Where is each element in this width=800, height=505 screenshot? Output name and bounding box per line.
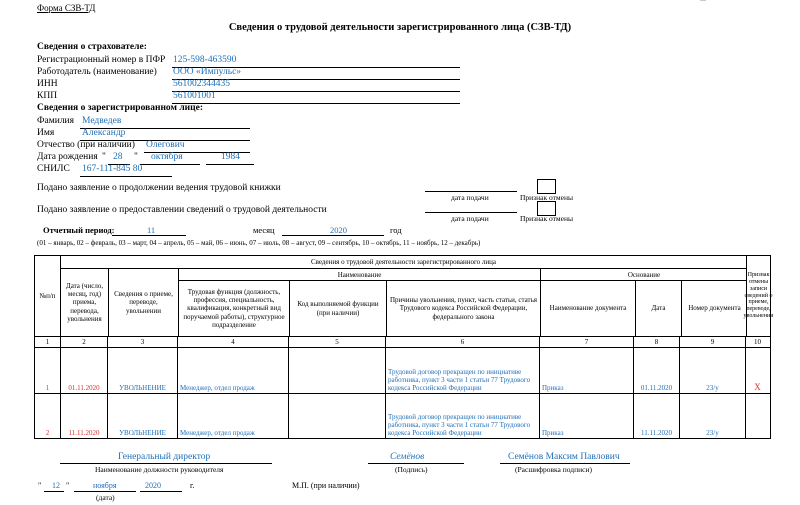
pfr-reg-value: 125-598-463590 (173, 55, 237, 65)
sign-date-label: (дата) (96, 493, 115, 502)
row-docnum: 23/у (679, 394, 745, 438)
snils-value: 167-111-845 80 (82, 164, 143, 174)
period-legend: (01 – январь, 02 – февраль, 03 – март, 04 – апрель, 05 – май, 06 – июнь, 07 – июль, 08 – август, 09 – сентябрь, 10 – октябрь, 11 – ноябрь, 12 – декабрь) (37, 239, 481, 247)
inn-label: ИНН (37, 79, 58, 89)
period-year-label: год (390, 225, 402, 235)
table-row (35, 393, 770, 438)
col-docnum-header: Номер документа (681, 281, 747, 336)
document-title: Сведения о трудовой деятельности зарегистрированного лица (СЗВ-ТД) (228, 22, 572, 33)
row-function: Менеджер, отдел продаж (177, 348, 288, 393)
col-docdate-header: Дата (635, 281, 681, 336)
date-submit-label-1: дата подачи (451, 193, 489, 202)
sign-date-day: 12 (52, 481, 60, 490)
col-docname-header: Наименование документа (549, 304, 627, 313)
signature-decode-label: (Расшифровка подписи) (515, 465, 592, 474)
row-reason: Трудовой договор прекращен по инициативе работника, пункт 3 части 1 статьи 77 Трудового кодекса Российской Федерации (385, 348, 539, 393)
employer-label: Работодатель (наименование) (37, 67, 157, 77)
name-group-header: Наименование (178, 269, 540, 281)
pfr-reg-label: Регистрационный номер в ПФР (37, 55, 166, 65)
row-num: 2 (45, 429, 50, 437)
dob-label: Дата рождения (37, 152, 98, 162)
column-number-row (35, 336, 770, 347)
patronymic-label: Отчество (при наличии) (37, 140, 135, 150)
row-docdate: 01.11.2020 (633, 348, 679, 393)
column-number: 3 (107, 337, 177, 347)
basis-group-header: Основание (541, 269, 747, 281)
row-cancel-mark (745, 394, 769, 438)
row-date: 01.11.2020 (60, 348, 107, 393)
statement-provide-info: Подано заявление о предоставлении сведений о трудовой деятельности (37, 205, 327, 215)
inn-value: 561002344435 (173, 79, 230, 89)
row-function: Менеджер, отдел продаж (177, 394, 288, 438)
period-month-label: месяц (253, 225, 275, 235)
col-date-header: Дата (число, месяц, год) приема, перевода, увольнения (65, 282, 104, 323)
name-value: Александр (82, 128, 126, 138)
row-docname: Приказ (539, 348, 633, 393)
cancel-flag-box-1[interactable] (537, 179, 556, 194)
top-right-note (700, 0, 706, 3)
period-label: Отчетный период: (43, 225, 115, 235)
row-code (288, 394, 385, 438)
kpp-value: 561001001 (173, 91, 216, 101)
row-docdate: 11.11.2020 (633, 394, 679, 438)
table-main-header: Сведения о трудовой деятельности зарегистрированного лица (310, 258, 497, 266)
kpp-label: КПП (37, 91, 58, 101)
dob-day: 28 (113, 152, 123, 162)
employer-value: ООО «Импульс» (173, 67, 242, 77)
stamp-label: М.П. (при наличии) (292, 481, 360, 490)
person-section-label: Сведения о зарегистрированном лице: (37, 103, 203, 113)
row-date: 11.11.2020 (60, 394, 107, 438)
row-cancel-mark: Х (745, 348, 769, 393)
signature-decode-value: Семёнов Максим Павлович (508, 452, 620, 462)
surname-label: Фамилия (37, 116, 75, 126)
column-number: 9 (679, 337, 745, 347)
row-event: УВОЛЬНЕНИЕ (107, 348, 177, 393)
column-number: 2 (60, 337, 107, 347)
surname-value: Медведев (82, 116, 122, 126)
sign-date-year: 2020 (145, 481, 161, 490)
column-number: 1 (45, 338, 50, 346)
dob-year: 1984 (221, 152, 240, 162)
col-reason-header: Причины увольнения, пункт, часть статьи, статья Трудового кодекса Российской Федерации, федерального закона (386, 281, 540, 336)
row-docnum: 23/у (679, 348, 745, 393)
row-event: УВОЛЬНЕНИЕ (107, 394, 177, 438)
sign-date-year-suffix: г. (190, 481, 195, 490)
column-number: 8 (633, 337, 679, 347)
period-year-value: 2020 (330, 225, 347, 235)
column-number: 7 (539, 337, 633, 347)
col-code-header: Код выполняемой функции (при наличии) (289, 281, 386, 336)
signature-label: (Подпись) (395, 465, 428, 474)
col-event-header: Сведения о приеме, переводе, увольнении (108, 269, 178, 336)
col-num-header: №п/п (39, 291, 56, 300)
statement-continue-book: Подано заявление о продолжении ведения трудовой книжки (37, 183, 281, 193)
table-row (35, 347, 770, 393)
column-number: 4 (177, 337, 288, 347)
patronymic-value: Олегович (146, 140, 185, 150)
form-code: Форма СЗВ-ТД (37, 3, 96, 13)
name-label: Имя (37, 128, 55, 138)
dob-month: октября (151, 152, 183, 162)
manager-position-label: Наименование должности руководителя (95, 465, 224, 474)
date-submit-label-2: дата подачи (451, 214, 489, 223)
records-table (34, 255, 774, 439)
signature-value: Семёнов (390, 452, 425, 462)
manager-position-value: Генеральный директор (118, 452, 211, 462)
column-number: 6 (385, 337, 539, 347)
snils-label: СНИЛС (37, 164, 70, 174)
sign-date-month: ноября (93, 481, 117, 490)
row-num: 1 (45, 384, 50, 392)
row-reason: Трудовой договор прекращен по инициативе работника, пункт 3 части 1 статьи 77 Трудового кодекса Российской Федерации (385, 394, 539, 438)
col-function-header: Трудовая функция (должность, профессия, специальность, квалификация, конкретный вид поручаемой работы), структурное подразделение (178, 281, 289, 336)
insurer-section-label: Сведения о страхователе: (37, 42, 147, 52)
column-number: 5 (288, 337, 385, 347)
cancel-flag-label-1: Признак отмены (520, 193, 574, 202)
row-code (288, 348, 385, 393)
cancel-flag-label-2: Признак отмены (520, 214, 574, 223)
col-cancel-header: Признак отмены записи сведений о приеме, переводе, увольнении (746, 256, 770, 336)
period-month-value: 11 (147, 225, 156, 235)
column-number: 10 (745, 337, 769, 347)
row-docname: Приказ (539, 394, 633, 438)
